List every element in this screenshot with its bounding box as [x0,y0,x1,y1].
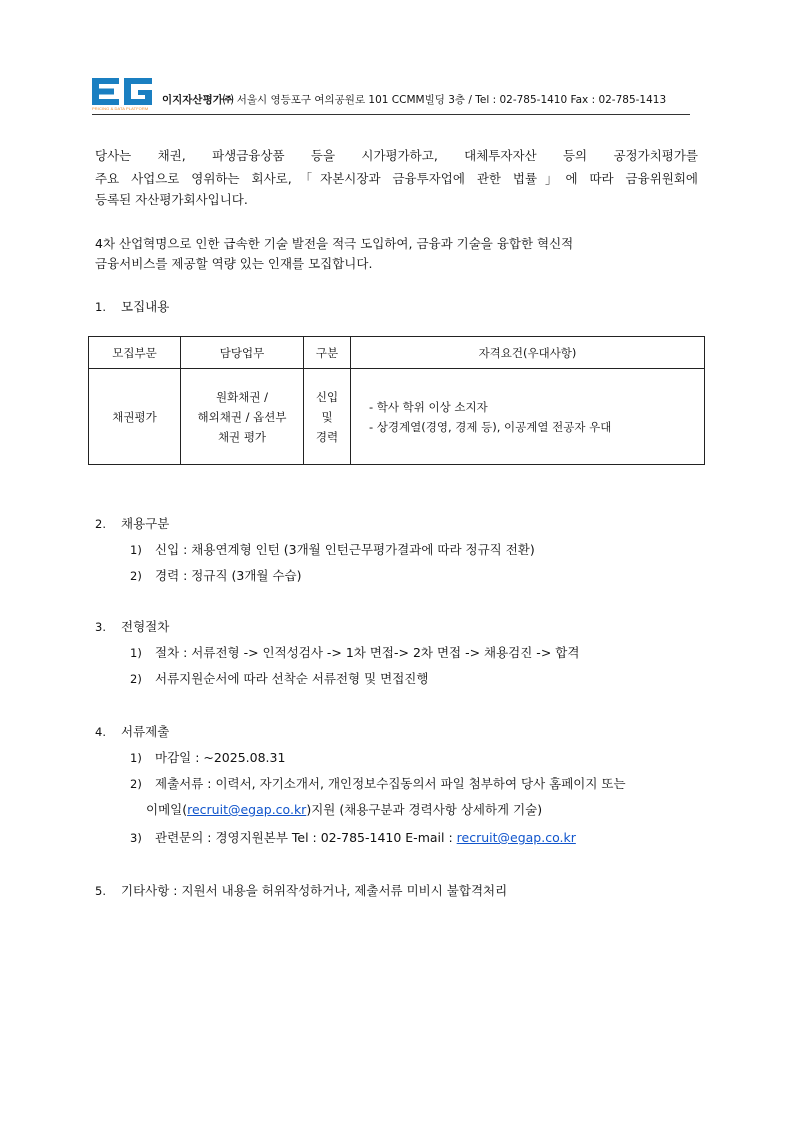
section-number: 1. [95,300,106,314]
logo-tagline: PRICING & DATA PLATFORM [92,106,149,111]
cell-dept: 채권평가 [89,369,181,465]
item-number: 2) [130,569,142,583]
requirement-line: - 학사 학위 이상 소지자 [369,399,488,414]
section-title: 서류제출 [121,724,170,739]
header-duty: 담당업무 [181,337,304,369]
list-item [130,774,626,792]
section-title: 모집내용 [121,299,170,314]
item-text: 관련문의 : 경영지원본부 Tel : 02-785-1410 E-mail : [155,830,457,845]
list-item [130,669,428,687]
section-4-heading [95,722,169,740]
intro-line-4: 4차 산업혁명으로 인한 급속한 기술 발전을 적극 도입하여, 금융과 기술을 융합한 혁신적 [95,236,574,251]
item-number: 1) [130,646,142,660]
intro-line-5: 금융서비스를 제공할 역량 있는 인재를 모집합니다. [95,256,373,271]
section-2-heading [95,514,169,532]
section-number: 4. [95,725,106,739]
section-title: 전형절차 [121,619,170,634]
type-line: 및 [321,409,333,424]
list-item [130,643,579,661]
requirement-line: - 상경계열(경영, 경제 등), 이공계열 전공자 우대 [369,419,612,434]
item-number: 2) [130,672,142,686]
continuation-text: 이메일( [146,802,188,817]
section-number: 3. [95,620,106,634]
intro-line-3: 등록된 자산평가회사입니다. [95,192,248,207]
section-number: 2. [95,517,106,531]
duty-line: 원화채권 / [216,389,268,404]
item-text: 경력 : 정규직 (3개월 수습) [155,568,302,583]
duty-line: 채권 평가 [217,429,267,444]
list-item [130,566,302,584]
list-item [130,828,576,846]
intro-line-2: 주요 사업으로 영위하는 회사로,「자본시장과 금융투자업에 관한 법률」에 따라 금융위원회에 [95,171,698,186]
list-item-continuation [146,800,542,818]
item-text: 마감일 : ~2025.08.31 [155,750,286,765]
type-line: 경력 [315,429,339,444]
header-type: 구분 [304,337,351,369]
item-number: 2) [130,777,142,791]
item-text: 신입 : 채용연계형 인턴 (3개월 인턴근무평가결과에 따라 정규직 전환) [155,542,535,557]
cell-type [304,369,351,465]
item-number: 1) [130,543,142,557]
table-header-row [89,337,705,369]
header-requirements: 자격요건(우대사항) [351,337,705,369]
section-1-heading [95,297,169,315]
intro-line-1: 당사는 채권, 파생금융상품 등을 시가평가하고, 대체투자자산 등의 공정가치평가를 [95,148,698,163]
company-address: 서울시 영등포구 여의공원로 101 CCMM빌딩 3층 / Tel : 02-785-1410 Fax : 02-785-1413 [233,94,667,106]
item-text: 서류지원순서에 따라 선착순 서류전형 및 면접진행 [155,671,429,686]
item-number: 3) [130,831,142,845]
email-link[interactable]: recruit@egap.co.kr [187,802,307,817]
list-item [130,748,285,766]
item-number: 1) [130,751,142,765]
section-text: 기타사항 : 지원서 내용을 허위작성하거나, 제출서류 미비시 불합격처리 [121,883,508,898]
letterhead [92,78,690,115]
section-5-line [95,881,507,899]
section-number: 5. [95,884,106,898]
type-line: 신입 [315,389,339,404]
section-3-heading [95,617,169,635]
company-info-line [162,92,666,107]
table-row [89,369,705,465]
duty-line: 해외채권 / 옵션부 [197,409,287,424]
recruitment-table [88,336,705,465]
company-name: 이지자산평가㈜ [162,94,234,106]
company-logo [92,78,154,114]
continuation-text: )지원 (채용구분과 경력사항 상세하게 기술) [306,802,543,817]
item-text: 제출서류 : 이력서, 자기소개서, 개인정보수집동의서 파일 첨부하여 당사 홈페이지 또는 [155,776,626,791]
section-title: 채용구분 [121,516,170,531]
item-text: 절차 : 서류전형 -> 인적성검사 -> 1차 면접-> 2차 면접 -> 채용검진 -> 합격 [155,645,580,660]
email-link[interactable]: recruit@egap.co.kr [456,830,576,845]
cell-requirements [351,369,705,465]
cell-duty [181,369,304,465]
header-dept: 모집부문 [89,337,181,369]
list-item [130,540,535,558]
eg-logo-mark [92,78,154,105]
